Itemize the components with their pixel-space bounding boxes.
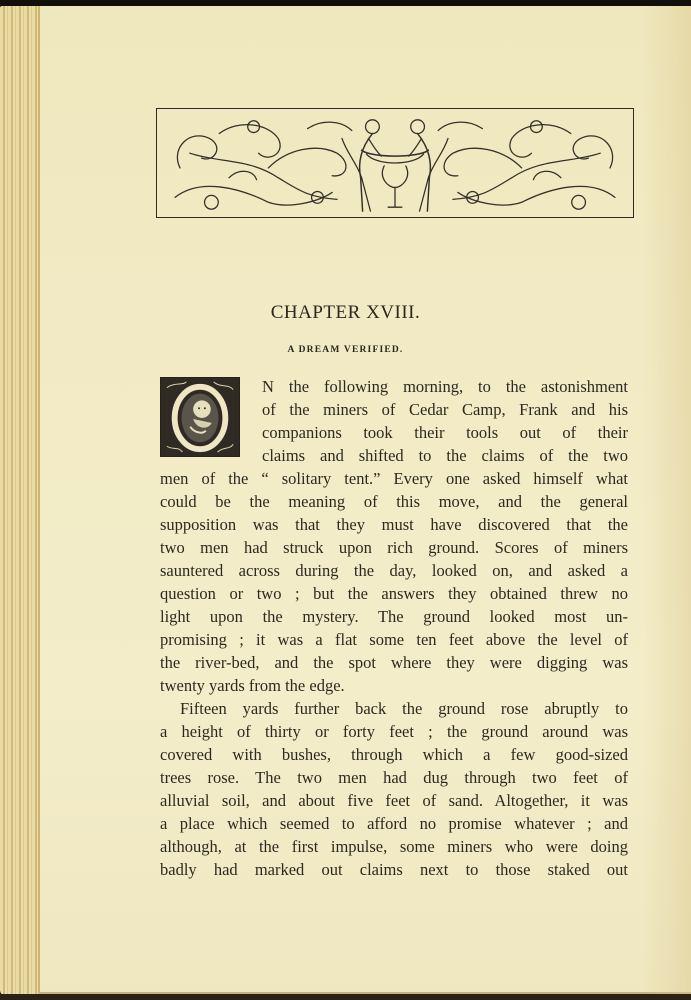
text-line: supposition was that they must have discovered that the	[160, 515, 628, 534]
text-line: men of the “ solitary tent.” Every one asked himself what	[160, 469, 628, 488]
drop-cap-initial	[160, 377, 240, 457]
text-line: covered with bushes, through which a few good-sized	[160, 745, 628, 764]
text-line: a place which seemed to afford no promise whatever ; and	[160, 814, 628, 833]
drop-cap-illustration	[161, 378, 239, 456]
text-line: light upon the mystery. The ground looked most un-	[160, 607, 628, 626]
ornamental-headpiece	[156, 108, 634, 218]
text-line: of the miners of Cedar Camp, Frank and his	[262, 400, 628, 419]
text-line: although, at the first impulse, some miners who were doing	[160, 837, 628, 856]
headpiece-illustration	[157, 109, 633, 217]
book-page-edges	[0, 6, 40, 996]
chapter-title: CHAPTER XVIII.	[270, 302, 421, 323]
text-line: twenty yards from the edge.	[160, 676, 345, 695]
text-line: a height of thirty or forty feet ; the ground around was	[160, 722, 628, 741]
text-line: trees rose. The two men had dug through two feet of	[160, 768, 628, 787]
text-line: sauntered across during the day, looked on, and asked a	[160, 561, 628, 580]
text-line: alluvial soil, and about five feet of sand. Altogether, it was	[160, 791, 628, 810]
text-line: could be the meaning of this move, and the general	[160, 492, 628, 511]
text-line: badly had marked out claims next to those staked out	[160, 860, 628, 879]
text-line: claims and shifted to the claims of the two	[262, 446, 628, 465]
text-line: promising ; it was a flat some ten feet above the level of	[160, 630, 628, 649]
text-line: the river-bed, and the spot where they were digging was	[160, 653, 628, 672]
text-line: Fifteen yards further back the ground rose abruptly to	[180, 699, 628, 718]
text-line: companions took their tools out of their	[262, 423, 628, 442]
text-line: N the following morning, to the astonishment	[262, 377, 628, 396]
text-line: question or two ; but the answers they obtained threw no	[160, 584, 628, 603]
text-line: two men had struck upon rich ground. Scores of miners	[160, 538, 628, 557]
scan-bottom-shadow	[0, 994, 691, 1000]
chapter-subtitle: A DREAM VERIFIED.	[287, 345, 404, 355]
